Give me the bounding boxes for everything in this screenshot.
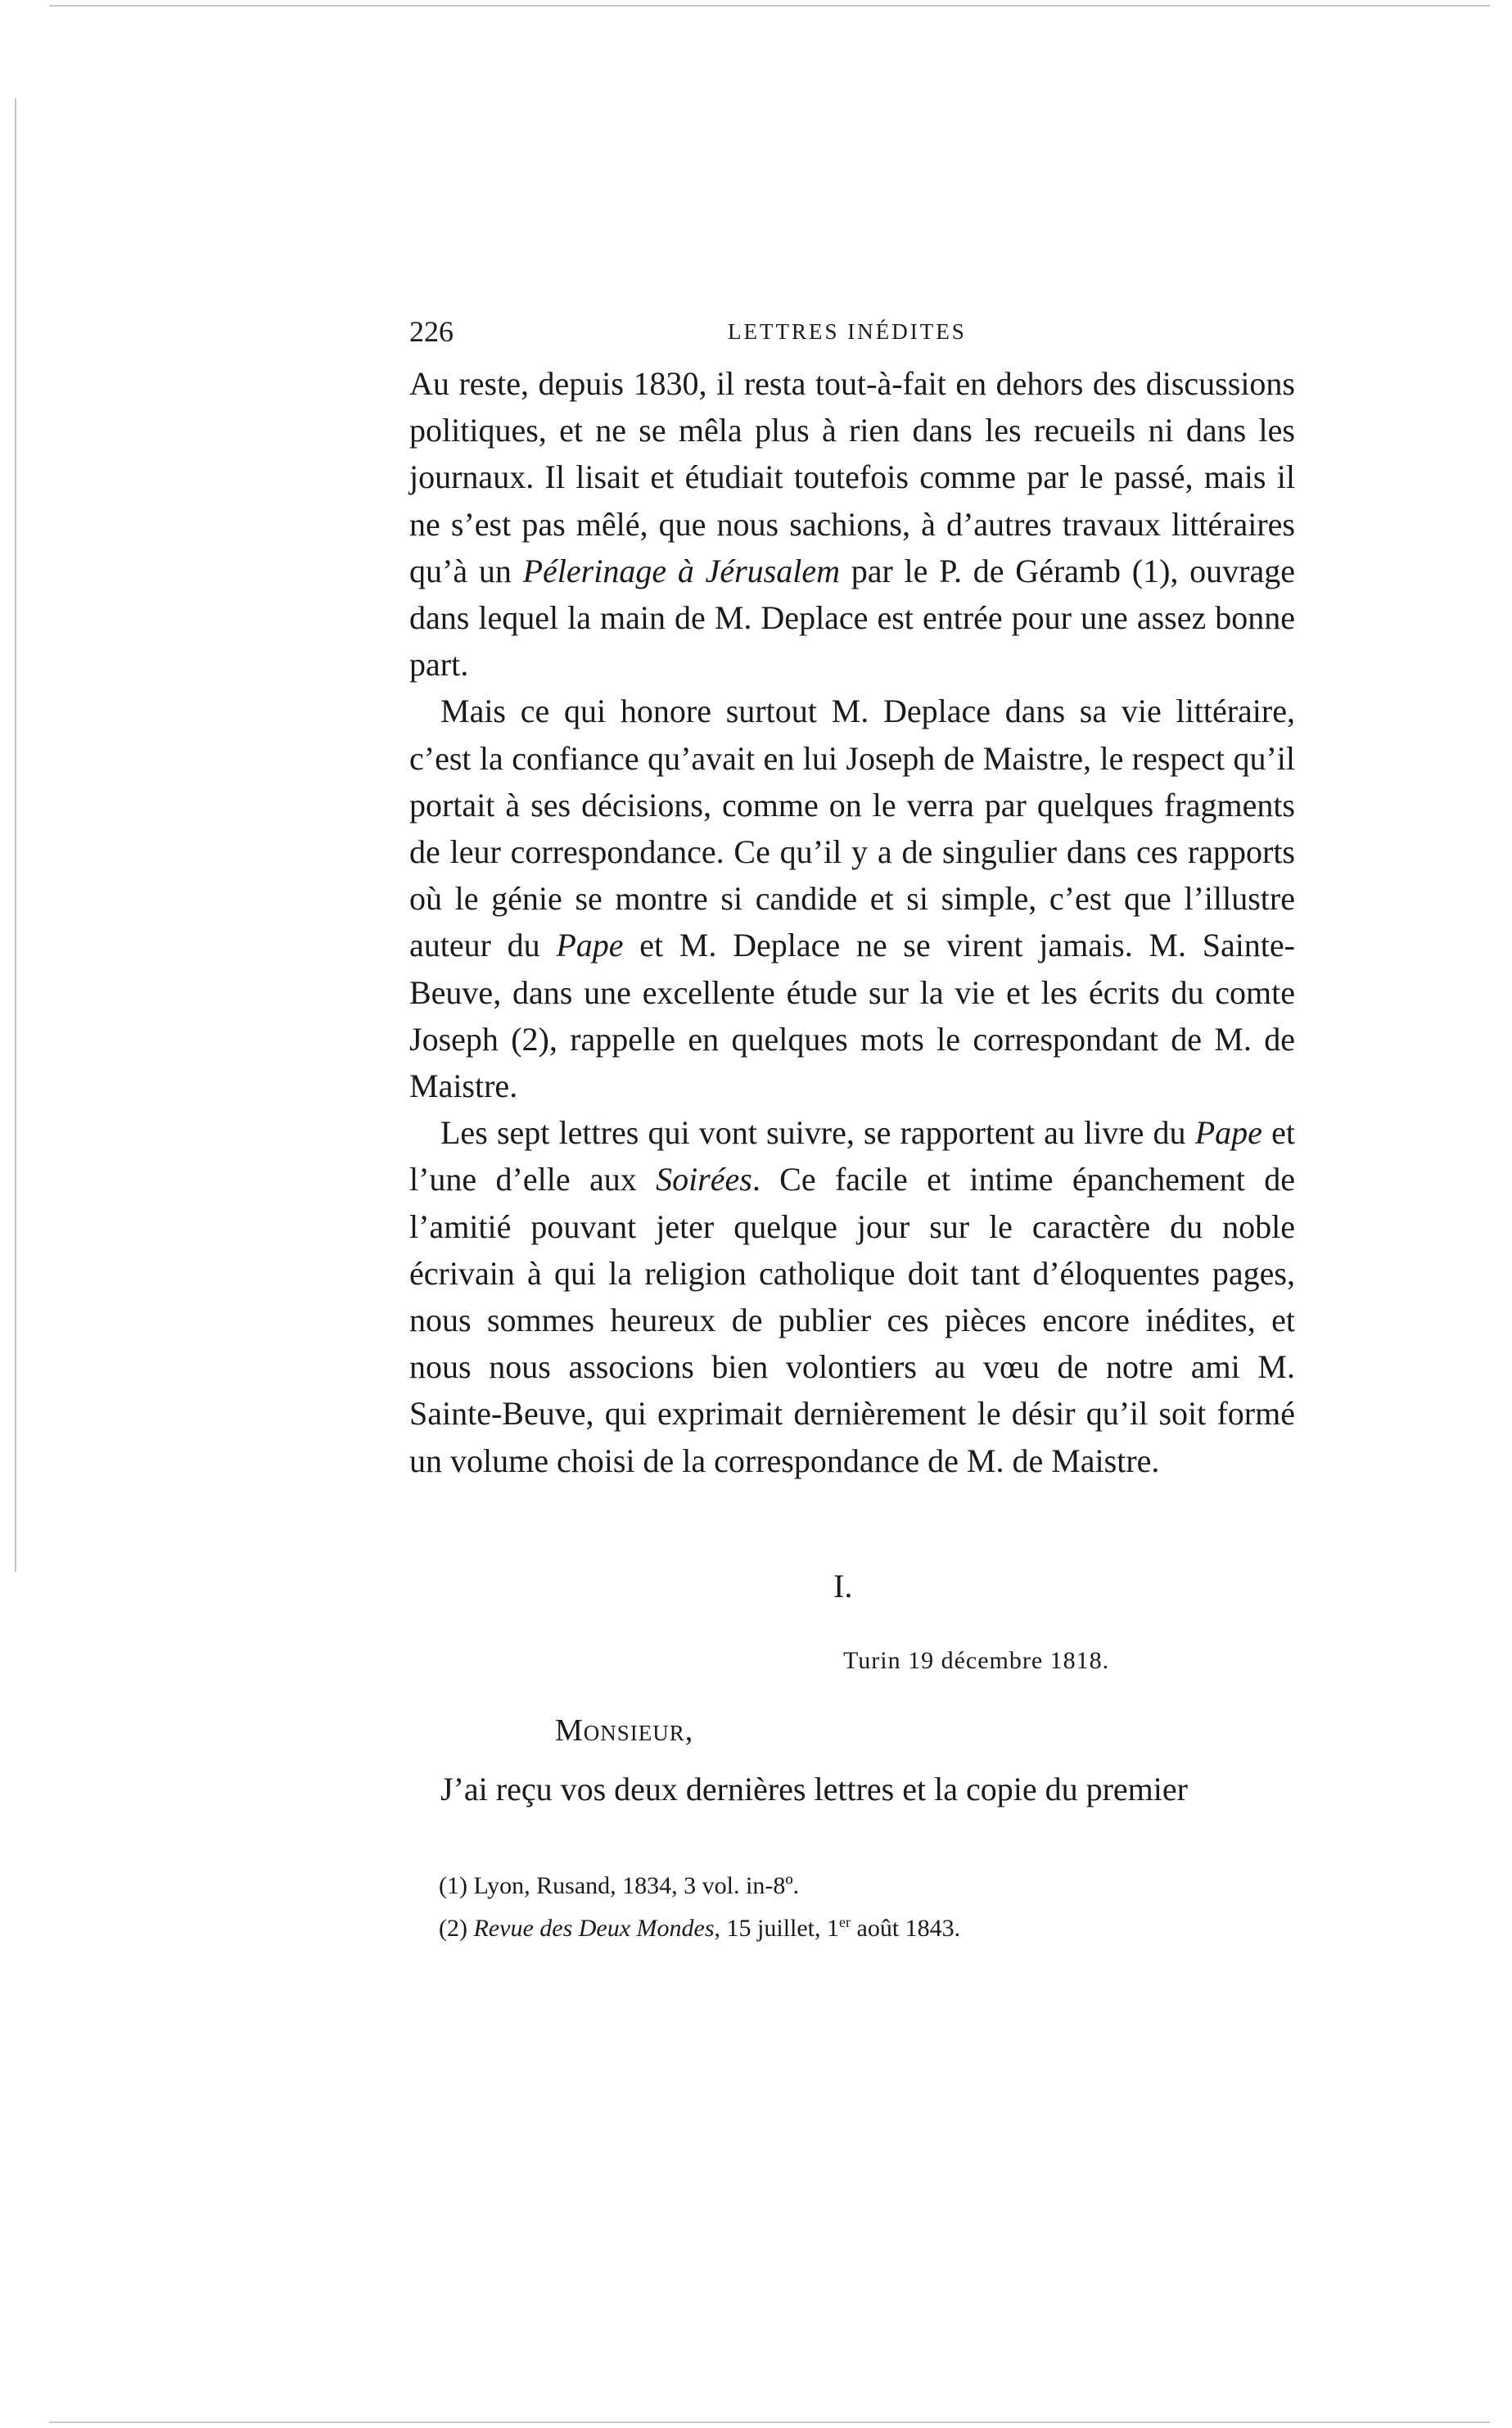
text-run: Les sept lettres qui vont suivre, se rapportent au livre du	[440, 1114, 1195, 1152]
text-run: Au reste, depuis 1830, il resta tout-à-fait en dehors des discussions politiques, et ne se mêla plus à rien dans les recueils ni dans les journaux. Il lisait et étudiait toutefois comme par le passé, mais il ne s’est pas mêlé, que nous sachions, à d’autres travaux littéraires qu’à un	[409, 365, 1295, 589]
italic-title: Soirées	[656, 1161, 752, 1198]
body-text	[409, 360, 1295, 1484]
footnote-source: Revue des Deux Mondes	[473, 1915, 715, 1942]
page-number: 226	[409, 315, 454, 348]
footnote-date: , 15 juillet, 1	[714, 1915, 840, 1942]
italic-title: Pape	[1194, 1114, 1262, 1152]
footnote-marker: (1)	[439, 1872, 467, 1899]
text-run: Mais ce qui honore surtout M. Deplace dans sa vie littéraire, c’est la confiance qu’avait en lui Joseph de Maistre, le respect qu’il portait à ses décisions, comme on le verra par quelques fragments de leur correspondance. Ce qu’il y a de singulier dans ces rapports où le génie se montre si candide et si simple, c’est que l’illustre auteur du	[409, 693, 1295, 964]
footnote-2	[439, 1904, 960, 1947]
footnote-superscript: er	[839, 1914, 851, 1930]
bottom-edge-mark	[49, 2421, 1490, 2423]
italic-title: Pélerinage à Jérusalem	[522, 552, 840, 589]
left-edge-mark	[15, 98, 16, 1572]
paragraph	[409, 360, 1295, 688]
running-head: LETTRES INÉDITES	[728, 319, 967, 344]
text-run: . Ce facile et intime épanchement de l’amitié pouvant jeter quelque jour sur le caractère du noble écrivain à qui la religion catholique doit tant d’éloquentes pages, nous sommes heureux de publier ces pièces encore inédites, et nous nous associons bien volontiers au vœu de notre ami M. Sainte-Beuve, qui exprimait dernièrement le désir qu’il soit formé un volume choisi de la correspondance de M. de Maistre.	[409, 1161, 1295, 1479]
paragraph	[409, 688, 1295, 1109]
letter-salutation: Monsieur,	[555, 1713, 694, 1748]
paragraph	[409, 1109, 1295, 1484]
text-run: et M. Deplace ne se virent jamais. M. Sainte-Beuve, dans une excellente étude sur la vie et les écrits du comte Joseph (2), rappelle en quelques mots le correspondant de M. de Maistre.	[409, 927, 1295, 1105]
letter-number: I.	[833, 1568, 853, 1604]
text-run: et l’une d’elle aux	[409, 1114, 1295, 1198]
italic-title: Pape	[556, 927, 624, 964]
footnote-date-end: août 1843.	[851, 1915, 961, 1942]
top-edge-mark	[49, 5, 1490, 7]
page-header	[409, 314, 1295, 355]
text-run: par le P. de Géramb (1), ouvrage dans lequel la main de M. Deplace est entrée pour une assez bonne part.	[409, 552, 1296, 684]
letter-dateline: Turin 19 décembre 1818.	[843, 1647, 1110, 1674]
letter-first-line: J’ai reçu vos deux dernières lettres et la copie du premier	[440, 1771, 1188, 1807]
footnote-marker: (2)	[439, 1915, 467, 1942]
footnote-text: Lyon, Rusand, 1834, 3 vol. in-8º.	[473, 1872, 800, 1899]
footnotes	[439, 1868, 960, 1947]
footnote-1	[439, 1868, 960, 1904]
